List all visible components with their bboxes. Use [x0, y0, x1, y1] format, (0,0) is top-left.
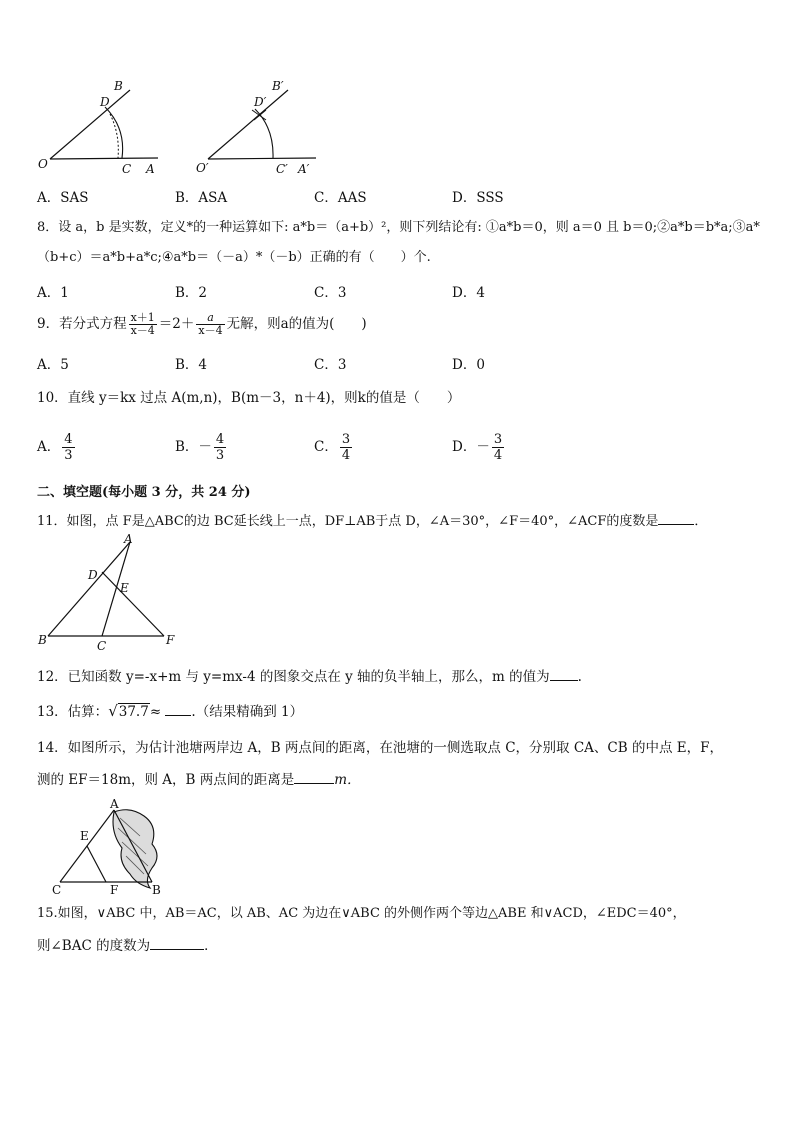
label-D: D — [100, 95, 110, 109]
label-F: F — [110, 883, 119, 896]
right-angle — [196, 79, 316, 176]
q13-radicand: 37.7 — [118, 704, 149, 720]
label-A: A — [146, 162, 155, 176]
q8-option-a: A．1 — [37, 285, 69, 301]
q9-option-d: D．0 — [452, 357, 485, 373]
q10-option-b: B．－ $\frac{4}{3}$ — [175, 432, 225, 463]
angle-construction-figure — [30, 76, 330, 180]
q13-answer-blank — [165, 701, 191, 716]
q8-line1: 8．设 a，b 是实数，定义*的一种运算如下: a*b＝（a+b）²，则下列结论有: ①a*b＝0，则 a＝0 且 b＝0;②a*b＝b*a;③a* — [37, 220, 760, 235]
q12-answer-blank — [550, 666, 578, 681]
label-E: E — [120, 581, 129, 595]
label-C: C — [52, 883, 62, 896]
pond-figure-q14 — [40, 796, 180, 896]
q15-line2: 则∠BAC 的度数为 ． — [37, 935, 218, 955]
q14-answer-blank — [294, 769, 334, 784]
q10-option-c: C． $\frac{3}{4}$ — [314, 432, 351, 463]
q9-option-c: C．3 — [314, 357, 347, 373]
q8-option-d: D．4 — [452, 285, 485, 301]
label-B: B — [152, 883, 161, 896]
left-angle — [38, 79, 158, 176]
label-A: A — [124, 534, 133, 546]
q8-line2: （b+c）＝a*b+a*c;④a*b＝（－a）*（－b）正确的有（ ）个. — [37, 250, 431, 265]
label-B-prime: B′ — [272, 79, 284, 93]
q10-option-a: A． $\frac{4}{3}$ — [37, 432, 73, 463]
q9-mid: ＝2＋ — [158, 316, 195, 332]
q7-option-b: B．ASA — [175, 190, 228, 206]
label-C: C — [122, 162, 132, 176]
q9-fraction-1: $\frac{x+1}{x-4}$ — [130, 311, 155, 337]
q9-fraction-2: $\frac{a}{x-4}$ — [198, 311, 223, 337]
q9-option-b: B．4 — [175, 357, 208, 373]
q9-question — [37, 312, 367, 337]
q9-suffix: 无解，则a的值为( ) — [226, 316, 367, 332]
label-C-prime: C′ — [276, 162, 288, 176]
q9-option-a: A．5 — [37, 357, 69, 373]
label-A: A — [110, 797, 119, 811]
q8-option-b: B．2 — [175, 285, 208, 301]
label-D: D — [88, 568, 98, 582]
q11-question: 11．如图，点 F是△ABC的边 BC延长线上一点，DF⊥AB于点 D，∠A＝30°，∠F＝40°，∠ACF的度数是 ． — [37, 510, 707, 531]
label-D-prime: D′ — [254, 95, 267, 109]
q15-answer-blank — [150, 935, 204, 950]
label-E: E — [80, 829, 89, 843]
label-O-prime: O′ — [196, 161, 209, 175]
q7-option-a: A．SAS — [37, 190, 89, 206]
q7-option-c: C．AAS — [314, 190, 367, 206]
label-C: C — [97, 639, 107, 652]
label-F: F — [166, 633, 175, 647]
label-B: B — [114, 79, 123, 93]
q14-line2: 测的 EF＝18m，则 A，B 两点间的距离是 m． — [37, 769, 361, 789]
label-O: O — [38, 157, 48, 171]
label-A-prime: A′ — [298, 162, 310, 176]
q14-line1: 14．如图所示，为估计池塘两岸边 A，B 两点间的距离，在池塘的一侧选取点 C，分别取 CA、CB 的中点 E，F， — [37, 740, 723, 756]
q9-prefix: 9．若分式方程 — [37, 316, 127, 332]
section-2-heading: 二、填空题(每小题 3 分，共 24 分) — [37, 485, 251, 500]
q8-option-c: C．3 — [314, 285, 347, 301]
q11-answer-blank — [658, 510, 694, 525]
label-B: B — [38, 633, 47, 647]
triangle-figure-q11 — [34, 534, 184, 652]
q12-question: 12．已知函数 y=-x+m 与 y=mx-4 的图象交点在 y 轴的负半轴上，那么，m 的值为 . — [37, 666, 582, 686]
q10-option-d: D．－ $\frac{3}{4}$ — [452, 432, 503, 463]
q15-line1: 15.如图，∨ABC 中，AB＝AC，以 AB、AC 为边在∨ABC 的外侧作两个等边△ABE 和∨ACD，∠EDC＝40°， — [37, 906, 686, 921]
q10-question: 10．直线 y＝kx 过点 A(m,n)，B(m－3，n＋4)，则k的值是（ ） — [37, 390, 461, 406]
q7-option-d: D．SSS — [452, 190, 504, 206]
q13-question: 13．估算：√37.7≈ .（结果精确到 1） — [37, 702, 304, 720]
